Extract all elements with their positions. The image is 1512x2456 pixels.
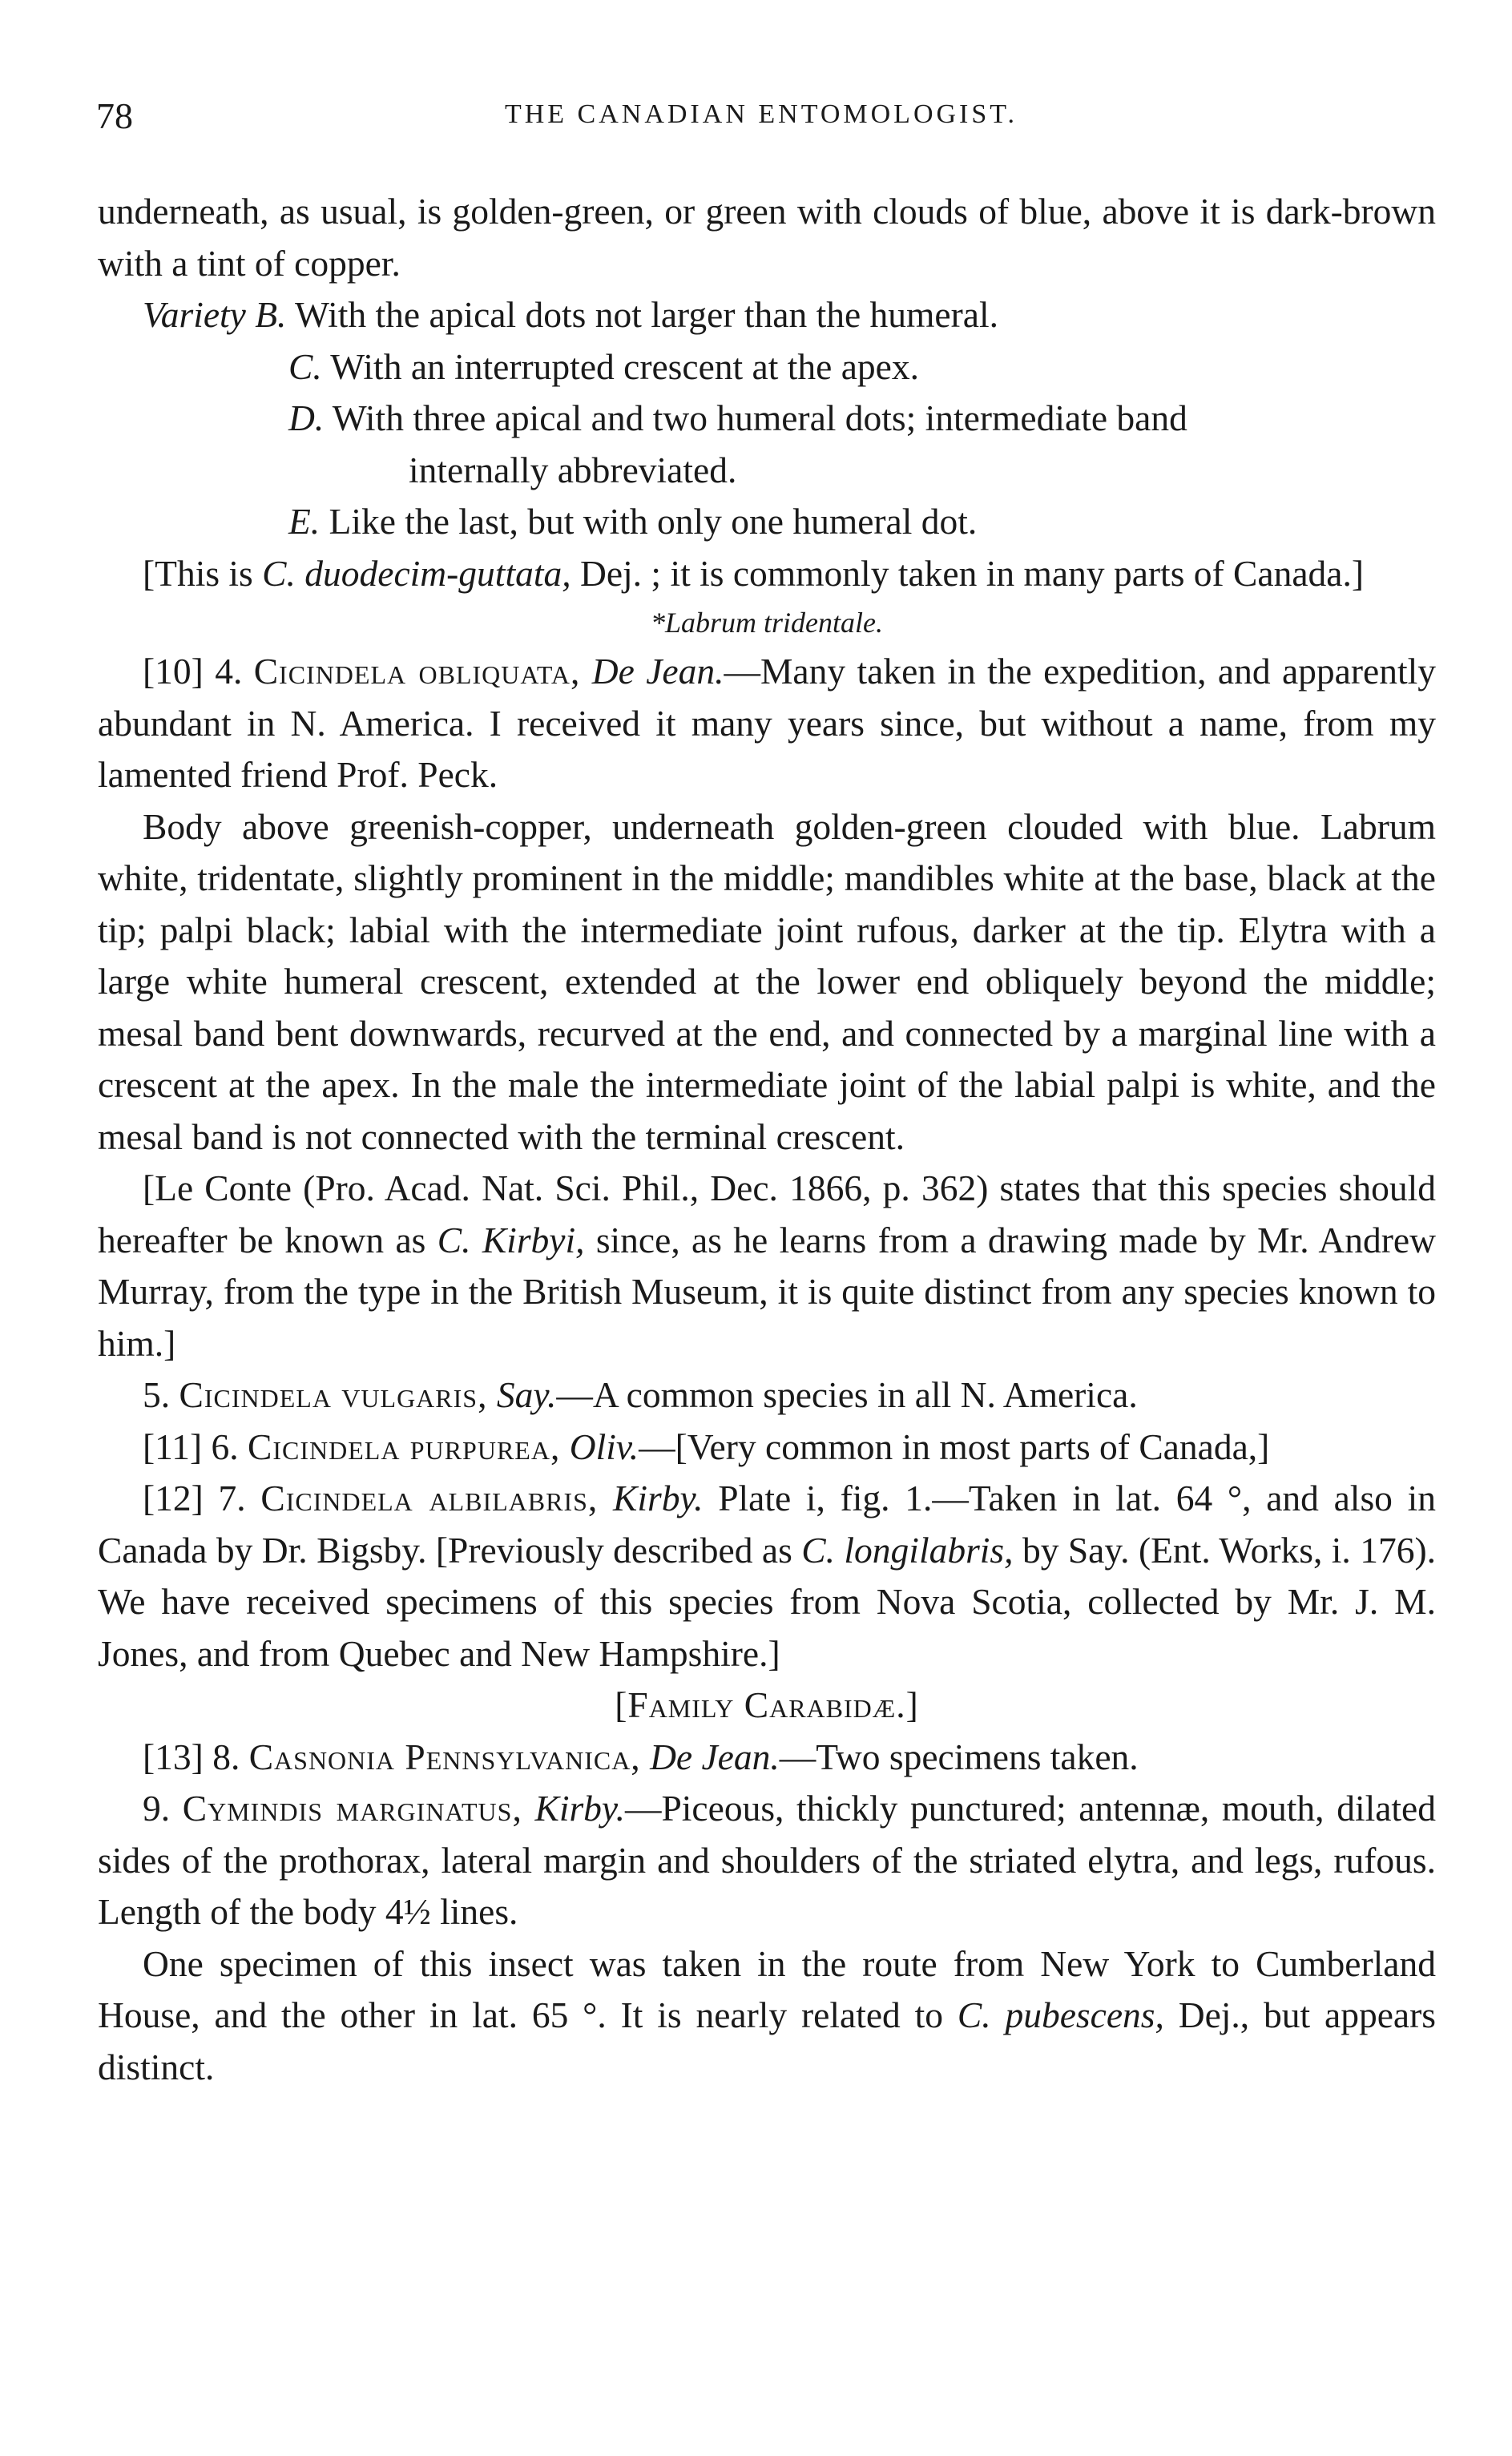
species-entry xyxy=(98,1783,1436,1938)
entry-number: 9. xyxy=(143,1788,171,1829)
entry-number: 5. xyxy=(143,1374,171,1415)
note-text: Dej. ; it is commonly taken in many parts of Canada.] xyxy=(571,552,1365,594)
note-text: [Le Conte (Pro. Acad. Nat. Sci. Phil., Dec. 1866, p. 362) states that this species should hereafter be known as xyxy=(98,1168,1436,1260)
page-number: 78 xyxy=(96,95,133,136)
paragraph xyxy=(98,186,1436,289)
footnote: *Labrum tridentale. xyxy=(650,607,883,639)
species-name: C. pubescens, xyxy=(957,1994,1164,2035)
entry-text: —[Very common in most parts of Canada,] xyxy=(639,1426,1270,1467)
note-text: since, as he learns from a drawing made by Mr. Andrew Murray, from the type in the British Museum, it is quite distinct from any species known to him.] xyxy=(98,1219,1436,1364)
entry-text: Plate i, fig. 1.—Taken in lat. 64 °, and also in Canada by Dr. Bigsby. [Previously described as xyxy=(98,1478,1436,1571)
description-text: Dej., but appears distinct. xyxy=(98,1994,1436,2087)
species-author: De Jean. xyxy=(650,1736,780,1777)
species-entry xyxy=(98,646,1436,801)
entry-text: —Piceous, thickly punctured; antennæ, mouth, dilated sides of the prothorax, lateral margin and shoulders of the striated elytra, and legs, rufous. Length of the body 4½ lines. xyxy=(98,1788,1437,1932)
running-title: THE CANADIAN ENTOMOLOGIST. xyxy=(504,99,1018,129)
species-name: C. duodecim-guttata, xyxy=(262,552,571,594)
variety-line xyxy=(98,289,1436,341)
variety-text: With an interrupted crescent at the apex. xyxy=(330,345,919,387)
variety-label: C. xyxy=(288,345,322,387)
editorial-note xyxy=(98,548,1436,600)
species-author: Kirby. xyxy=(534,1788,625,1829)
reference-number: [13] xyxy=(143,1736,204,1777)
species-author: De Jean. xyxy=(591,651,724,692)
species-name: Cicindela obliquata, xyxy=(253,651,581,692)
species-name: Cicindela vulgaris, xyxy=(179,1374,488,1415)
entry-number: 7. xyxy=(218,1478,246,1518)
species-name: C. Kirbyi, xyxy=(437,1219,585,1260)
species-entry xyxy=(98,1369,1436,1422)
species-name: C. longilabris, xyxy=(801,1529,1014,1571)
variety-line-continued xyxy=(98,445,1436,497)
species-description xyxy=(98,1938,1436,2094)
reference-number: [12] xyxy=(143,1478,204,1518)
variety-line xyxy=(98,341,1436,393)
description-text: Body above greenish-copper, underneath golden-green clouded with blue. Labrum white, tridentate, slightly prominent in the middle; mandibles white at the base, black at the tip; palpi black; labial with the intermediate joint rufous, darker at the tip. Elytra with a large white humeral crescent, extended at the lower end obliquely beyond the middle; mesal band bent downwards, recurved at the end, and connected by a marginal line with a crescent at the apex. In the male the intermediate joint of the labial palpi is white, and the mesal band is not connected with the terminal crescent. xyxy=(98,805,1436,1157)
species-name: Cymindis marginatus, xyxy=(182,1788,522,1829)
page-body xyxy=(98,186,1436,2093)
species-entry xyxy=(98,1732,1436,1784)
variety-line xyxy=(98,393,1436,445)
variety-line xyxy=(98,496,1436,548)
entry-text: —Many taken in the expedition, and apparently abundant in N. America. I received it many years since, but without a name, from my lamented friend Prof. Peck. xyxy=(98,651,1436,795)
species-description xyxy=(98,801,1436,1163)
running-header xyxy=(96,95,1426,143)
entry-number: 6. xyxy=(211,1426,239,1467)
entry-text: —A common species in all N. America. xyxy=(556,1374,1138,1415)
entry-text: —Two specimens taken. xyxy=(779,1736,1139,1777)
reference-number: [10] xyxy=(143,651,204,692)
family-heading: [Family Carabidæ.] xyxy=(615,1684,919,1725)
variety-text: internally abbreviated. xyxy=(409,449,737,490)
variety-text: With the apical dots not larger than the humeral. xyxy=(295,294,998,335)
variety-label: D. xyxy=(288,397,325,438)
variety-text: Like the last, but with only one humeral dot. xyxy=(329,501,978,542)
species-name: Casnonia Pennsylvanica, xyxy=(248,1736,641,1777)
entry-number: 8. xyxy=(212,1736,240,1777)
species-author: Say. xyxy=(496,1374,557,1415)
entry-number: 4. xyxy=(215,651,243,692)
variety-label: E. xyxy=(288,501,321,542)
entry-text: by Say. (Ent. Works, i. 176). We have received specimens of this species from Nova Scotia, collected by Mr. J. M. Jones, and from Quebec and New Hampshire.] xyxy=(98,1529,1437,1674)
species-author: Oliv. xyxy=(569,1426,639,1467)
note-text: [This is xyxy=(143,552,263,594)
variety-label: Variety B. xyxy=(143,294,287,335)
species-name: Cicindela albilabris, xyxy=(260,1478,599,1518)
species-name: Cicindela purpurea, xyxy=(248,1426,561,1467)
species-author: Kirby. xyxy=(613,1478,704,1518)
variety-text: With three apical and two humeral dots; intermediate band xyxy=(332,397,1187,438)
species-entry xyxy=(98,1422,1436,1474)
species-entry xyxy=(98,1473,1436,1680)
paragraph-text: underneath, as usual, is golden-green, or green with clouds of blue, above it is dark-brown with a tint of copper. xyxy=(98,191,1436,284)
reference-number: [11] xyxy=(143,1426,203,1467)
description-text: One specimen of this insect was taken in the route from New York to Cumberland House, and the other in lat. 65 °. It is nearly related to xyxy=(98,1942,1436,2035)
editorial-note xyxy=(98,1163,1436,1369)
